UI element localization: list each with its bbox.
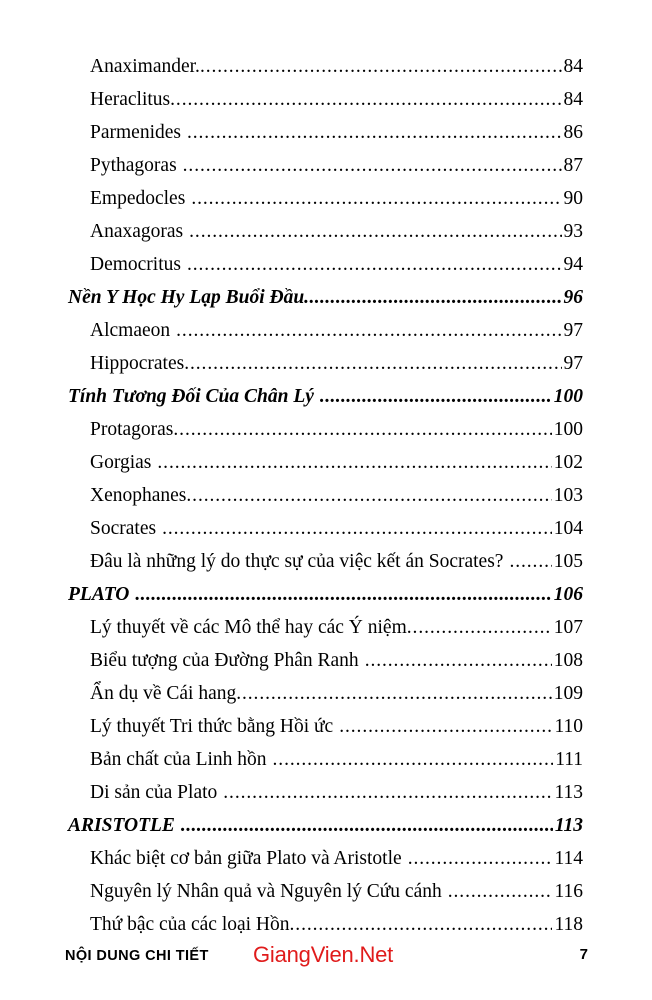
toc-leader-dots	[200, 57, 562, 77]
toc-entry[interactable]	[0, 149, 652, 182]
toc-entry-page-number: 104	[553, 518, 583, 539]
toc-entry[interactable]	[0, 479, 652, 512]
toc-entry[interactable]	[0, 677, 652, 710]
toc-entry[interactable]	[0, 875, 652, 908]
toc-entry-title: Nền Y Học Hy Lạp Buổi Đầu	[68, 287, 305, 308]
toc-entry-title: Democritus	[90, 254, 181, 275]
toc-entry-page-number: 100	[553, 419, 583, 440]
toc-leader-dots	[273, 750, 554, 770]
table-of-contents	[0, 50, 652, 941]
toc-entry-title: Alcmaeon	[90, 320, 171, 341]
toc-entry-page-number: 90	[563, 188, 583, 209]
toc-entry-title: Nguyên lý Nhân quả và Nguyên lý Cứu cánh	[90, 881, 442, 902]
toc-leader-dots	[407, 618, 552, 638]
toc-entry[interactable]	[0, 182, 652, 215]
toc-entry-page-number: 118	[554, 914, 583, 935]
toc-leader-dots	[187, 255, 562, 275]
toc-entry-page-number: 96	[563, 287, 583, 308]
toc-entry[interactable]	[0, 380, 652, 413]
toc-leader-dots	[186, 486, 551, 506]
toc-leader-dots	[173, 420, 551, 440]
toc-entry[interactable]	[0, 710, 652, 743]
toc-entry[interactable]	[0, 50, 652, 83]
toc-leader-dots	[184, 354, 561, 374]
toc-entry-title: Gorgias	[90, 452, 152, 473]
toc-entry-title: Di sản của Plato	[90, 782, 218, 803]
toc-entry-page-number: 86	[563, 122, 583, 143]
toc-entry-title: Anaximander.	[90, 56, 200, 77]
toc-entry-title: Pythagoras	[90, 155, 177, 176]
toc-entry-page-number: 84	[563, 89, 583, 110]
toc-entry-title: Protagoras	[90, 419, 174, 440]
toc-entry-title: Empedocles	[90, 188, 186, 209]
toc-entry[interactable]	[0, 314, 652, 347]
toc-entry[interactable]	[0, 83, 652, 116]
toc-entry[interactable]	[0, 116, 652, 149]
toc-entry-page-number: 107	[553, 617, 583, 638]
footer-page-number: 7	[579, 946, 588, 963]
toc-entry-title: Biểu tượng của Đường Phân Ranh	[90, 650, 359, 671]
toc-leader-dots	[448, 882, 553, 902]
toc-entry-title: PLATO	[68, 584, 130, 605]
toc-entry-title: Ẩn dụ về Cái hang	[90, 683, 237, 704]
toc-entry-title: Hippocrates	[90, 353, 185, 374]
toc-entry-page-number: 94	[563, 254, 583, 275]
toc-entry-title: Thứ bậc của các loại Hồn	[90, 914, 290, 935]
toc-entry-title: Tính Tương Đối Của Chân Lý	[68, 386, 314, 407]
toc-entry-page-number: 84	[563, 56, 583, 77]
toc-leader-dots	[187, 123, 562, 143]
toc-entry-page-number: 102	[553, 452, 583, 473]
toc-entry-page-number: 100	[553, 386, 583, 407]
toc-entry[interactable]	[0, 644, 652, 677]
toc-leader-dots	[181, 816, 553, 836]
toc-entry-page-number: 111	[555, 749, 583, 770]
toc-entry[interactable]	[0, 347, 652, 380]
toc-entry-page-number: 93	[563, 221, 583, 242]
footer-watermark: GiangVien.Net	[253, 942, 394, 967]
toc-entry-title: Parmenides	[90, 122, 181, 143]
toc-leader-dots	[135, 585, 551, 605]
toc-leader-dots	[189, 222, 561, 242]
toc-entry[interactable]	[0, 545, 652, 578]
toc-entry[interactable]	[0, 611, 652, 644]
toc-entry-title: Bản chất của Linh hồn	[90, 749, 267, 770]
toc-entry-title: Socrates	[90, 518, 157, 539]
toc-entry-title: Xenophanes	[90, 485, 187, 506]
toc-leader-dots	[170, 90, 561, 110]
toc-entry-title: Lý thuyết Tri thức bằng Hồi ức	[90, 716, 334, 737]
toc-entry[interactable]	[0, 215, 652, 248]
toc-entry-page-number: 97	[563, 320, 583, 341]
toc-entry-page-number: 103	[553, 485, 583, 506]
toc-entry-page-number: 113	[554, 815, 583, 836]
toc-entry-page-number: 105	[553, 551, 583, 572]
toc-entry-title: Đâu là những lý do thực sự của việc kết án Socrates?	[90, 551, 504, 572]
toc-entry-title: Khác biệt cơ bản giữa Plato và Aristotle	[90, 848, 402, 869]
toc-entry-title: Lý thuyết về các Mô thể hay các Ý niệm	[90, 617, 407, 638]
toc-entry-title: Anaxagoras	[90, 221, 184, 242]
toc-entry-page-number: 113	[554, 782, 583, 803]
toc-leader-dots	[509, 552, 551, 572]
toc-entry[interactable]	[0, 446, 652, 479]
toc-entry-page-number: 108	[553, 650, 583, 671]
toc-entry[interactable]	[0, 248, 652, 281]
toc-entry-page-number: 110	[554, 716, 583, 737]
footer-section-label: NỘI DUNG CHI TIẾT	[65, 948, 209, 964]
toc-leader-dots	[223, 783, 552, 803]
toc-leader-dots	[236, 684, 552, 704]
toc-entry-page-number: 109	[553, 683, 583, 704]
toc-entry[interactable]	[0, 578, 652, 611]
toc-leader-dots	[339, 717, 552, 737]
toc-entry[interactable]	[0, 281, 652, 314]
toc-leader-dots	[320, 387, 552, 407]
toc-entry[interactable]	[0, 512, 652, 545]
toc-entry-page-number: 87	[563, 155, 583, 176]
toc-entry-page-number: 97	[563, 353, 583, 374]
toc-leader-dots	[290, 915, 553, 935]
toc-entry[interactable]	[0, 842, 652, 875]
toc-leader-dots	[408, 849, 553, 869]
toc-entry-page-number: 114	[554, 848, 583, 869]
toc-leader-dots	[183, 156, 562, 176]
toc-leader-dots	[157, 453, 551, 473]
toc-entry-page-number: 116	[554, 881, 583, 902]
toc-leader-dots	[162, 519, 552, 539]
toc-leader-dots	[304, 288, 561, 308]
toc-entry[interactable]	[0, 743, 652, 776]
toc-entry[interactable]	[0, 413, 652, 446]
toc-entry-title: ARISTOTLE	[68, 815, 175, 836]
toc-entry[interactable]	[0, 776, 652, 809]
page-footer	[0, 942, 652, 1000]
toc-entry-page-number: 106	[553, 584, 583, 605]
toc-entry[interactable]	[0, 809, 652, 842]
toc-entry[interactable]	[0, 908, 652, 941]
toc-leader-dots	[365, 651, 552, 671]
toc-leader-dots	[191, 189, 561, 209]
toc-entry-title: Heraclitus	[90, 89, 171, 110]
toc-leader-dots	[176, 321, 561, 341]
